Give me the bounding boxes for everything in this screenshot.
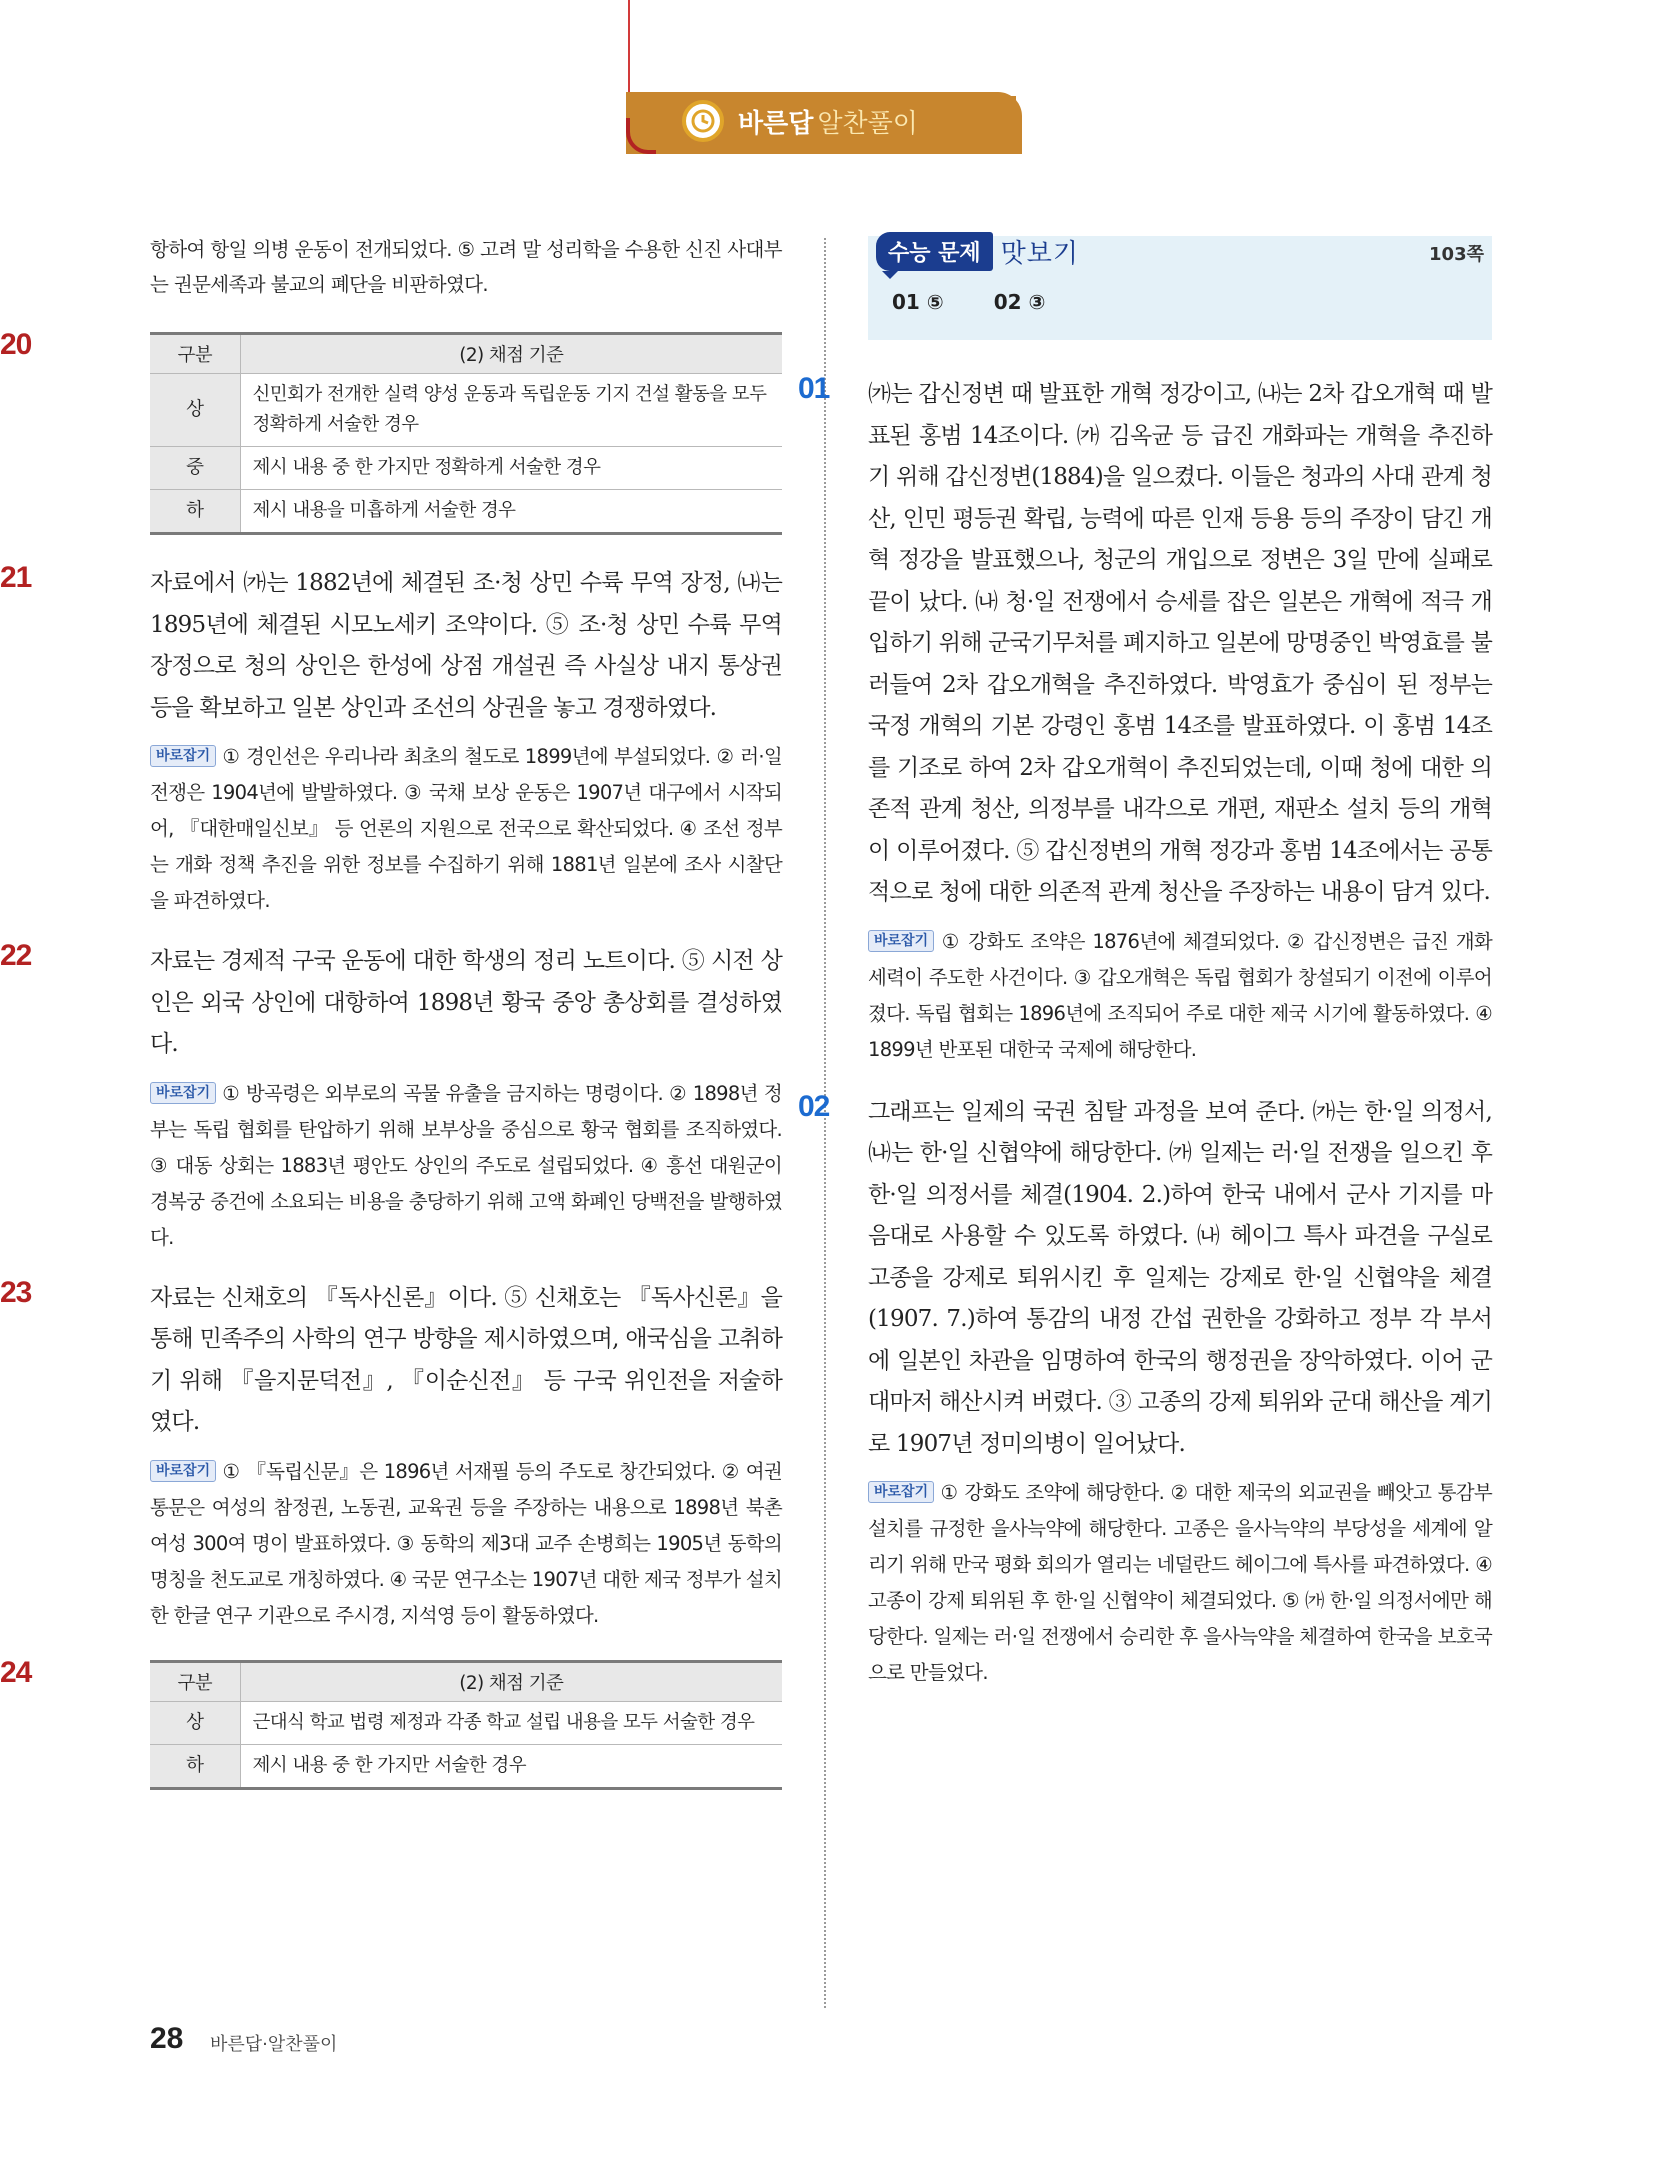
correction-badge: 바로잡기 [868,930,934,952]
correction-note [868,924,1492,1068]
table-header-criteria: (2) 채점 기준 [240,1661,782,1701]
correction-note [150,1076,782,1256]
grade-criteria: 제시 내용 중 한 가지만 서술한 경우 [240,1744,782,1788]
table-row [150,490,782,534]
page-number: 28 [150,2022,184,2055]
question-01 [798,372,1493,1068]
question-number: 20 [0,328,32,361]
header-title-sub: 알찬풀이 [817,108,918,139]
question-23 [0,1275,782,1634]
correction-badge: 바로잡기 [150,745,216,767]
correction-badge: 바로잡기 [150,1082,216,1104]
right-column [798,236,1493,1691]
preview-page-ref: 103쪽 [1429,244,1484,265]
table-header-category: 구분 [150,1661,240,1701]
question-number: 01 [798,372,830,405]
question-number: 22 [0,939,32,972]
answer-explanation: 자료에서 ㈎는 1882년에 체결된 조·청 상민 수륙 무역 장정, ㈏는 1895년에 체결된 시모노세키 조약이다. ⑤ 조·청 상민 수륙 무역 장정으로 청의 상인은 한성에 상점 개설권 즉 사실상 내지 통상권 등을 확보하고 일본 상인과 조선의 상권을 놓고 경쟁하였다. [150,570,782,721]
grade-criteria: 제시 내용 중 한 가지만 정확하게 서술한 경우 [240,447,782,490]
grade-criteria: 제시 내용을 미흡하게 서술한 경우 [240,490,782,534]
question-number: 21 [0,561,32,594]
table-header-criteria: (2) 채점 기준 [240,334,782,374]
preview-answer: 01 ⑤ [892,290,944,314]
preview-subtitle: 맛보기 [1000,239,1080,269]
grade-level: 상 [150,374,240,447]
clock-logo-icon [682,100,724,142]
footer-label: 바른답·알찬풀이 [210,2034,338,2055]
grade-criteria: 근대식 학교 법령 제정과 각종 학교 설립 내용을 모두 서술한 경우 [240,1701,782,1744]
correction-note [150,739,782,919]
question-21 [0,561,782,919]
table-row [150,1701,782,1744]
table-header-category: 구분 [150,334,240,374]
preview-header [876,232,1079,271]
preview-tag: 수능 문제 [876,232,993,271]
grade-criteria: 신민회가 전개한 실력 양성 운동과 독립운동 기지 건설 활동을 모두 정확하게 서술한 경우 [240,374,782,447]
question-number: 23 [0,1275,32,1309]
correction-badge: 바로잡기 [150,1460,216,1482]
question-20 [0,328,782,535]
preview-box [868,236,1492,340]
correction-note [868,1475,1492,1691]
header-tab [626,92,1022,154]
correction-badge: 바로잡기 [868,1481,934,1503]
grade-level: 하 [150,1744,240,1788]
correction-text: ① 강화도 조약에 해당한다. ② 대한 제국의 외교권을 빼앗고 통감부 설치를 규정한 을사늑약에 해당한다. 고종은 을사늑약의 부당성을 세계에 알리기 위해 만국 평화 회의가 열리는 네덜란드 헤이그에 특사를 파견하였다. ④ 고종이 강제 퇴위된 후 한·일 신협약이 체결되었다. ⑤ ㈎ 한·일 의정서에만 해당한다. 일제는 러·일 전쟁에서 승리한 후 을사늑약을 체결하여 한국을 보호국으로 만들었다. [868,1481,1492,1684]
correction-text: ① 『독립신문』은 1896년 서재필 등의 주도로 창간되었다. ② 여권 통문은 여성의 참정권, 노동권, 교육권 등을 주장하는 내용으로 1898년 북촌 여성 300여 명이 발표하였다. ③ 동학의 제3대 교주 손병희는 1905년 동학의 명칭을 천도교로 개칭하였다. ④ 국문 연구소는 1907년 대한 제국 정부가 설치한 한글 연구 기관으로 주시경, 지석영 등이 활동하였다. [150,1459,782,1627]
intro-text: 항하여 항일 의병 운동이 전개되었다. ⑤ 고려 말 성리학을 수용한 신진 사대부는 권문세족과 불교의 폐단을 비판하였다. [150,238,782,296]
top-rule [628,0,630,92]
table-row [150,374,782,447]
table-row [150,447,782,490]
grading-table [150,332,782,535]
grade-level: 상 [150,1701,240,1744]
preview-answers [892,290,1045,314]
header-title-main: 바른답 [738,108,814,139]
answer-explanation: 자료는 경제적 구국 운동에 대한 학생의 정리 노트이다. ⑤ 시전 상인은 외국 상인에 대항하여 1898년 황국 중앙 총상회를 결성하였다. [150,948,782,1057]
answer-explanation: 그래프는 일제의 국권 침탈 과정을 보여 준다. ㈎는 한·일 의정서, ㈏는 한·일 신협약에 해당한다. ㈎ 일제는 러·일 전쟁을 일으킨 후 한·일 의정서를 체결(1904. 2.)하여 한국 내에서 군사 기지를 마음대로 사용할 수 있도록 하였다. ㈏ 헤이그 특사 파견을 구실로 고종을 강제로 퇴위시킨 후 일제는 강제로 한·일 신협약을 체결(1907. 7.)하여 통감의 내정 간섭 권한을 강화하고 정부 각 부서에 일본인 차관을 임명하여 한국의 행정권을 장악하였다. 이어 군대마저 해산시켜 버렸다. ③ 고종의 강제 퇴위와 군대 해산을 계기로 1907년 정미의병이 일어났다. [868,1098,1492,1457]
grading-table [150,1660,782,1790]
correction-text: ① 방곡령은 외부로의 곡물 유출을 금지하는 명령이다. ② 1898년 정부는 독립 협회를 탄압하기 위해 보부상을 중심으로 황국 협회를 조직하였다. ③ 대동 상회는 1883년 평안도 상인의 주도로 설립되었다. ④ 흥선 대원군이 경복궁 중건에 소요되는 비용을 충당하기 위해 고액 화폐인 당백전을 발행하였다. [150,1081,782,1249]
answer-explanation: ㈎는 갑신정변 때 발표한 개혁 정강이고, ㈏는 2차 갑오개혁 때 발표된 홍범 14조이다. ㈎ 김옥균 등 급진 개화파는 개혁을 추진하기 위해 갑신정변(1884)을 일으켰다. 이들은 청과의 사대 관계 청산, 인민 평등권 확립, 능력에 따른 인재 등용 등의 주장이 담긴 개혁 정강을 발표했으나, 청군의 개입으로 정변은 3일 만에 실패로 끝이 났다. ㈏ 청·일 전쟁에서 승세를 잡은 일본은 개혁에 적극 개입하기 위해 군국기무처를 폐지하고 일본에 망명중인 박영효를 불러들여 2차 갑오개혁을 추진하였다. 박영효가 중심이 된 정부는 국정 개혁의 기본 강령인 홍범 14조를 발표하였다. 이 홍범 14조를 기조로 하여 2차 갑오개혁이 추진되었는데, 이때 청에 대한 의존적 관계 청산, 의정부를 내각으로 개편, 재판소 설치 등의 개혁이 이루어졌다. ⑤ 갑신정변의 개혁 정강과 홍범 14조에서는 공통적으로 청에 대한 의존적 관계 청산을 주장하는 내용이 담겨 있다. [868,381,1492,905]
correction-note [150,1454,782,1634]
question-24 [0,1655,782,1790]
correction-text: ① 경인선은 우리나라 최초의 철도로 1899년에 부설되었다. ② 러·일 전쟁은 1904년에 발발하였다. ③ 국채 보상 운동은 1907년 대구에서 시작되어, 『대한매일신보』 등 언론의 지원으로 전국으로 확산되었다. ④ 조선 정부는 개화 정책 추진을 위한 정보를 수집하기 위해 1881년 일본에 조사 시찰단을 파견하였다. [150,745,782,912]
grade-level: 하 [150,490,240,534]
preview-answer: 02 ③ [993,290,1046,314]
table-row [150,1744,782,1788]
correction-text: ① 강화도 조약은 1876년에 체결되었다. ② 갑신정변은 급진 개화 세력이 주도한 사건이다. ③ 갑오개혁은 독립 협회가 창설되기 이전에 이루어졌다. 독립 협회는 1896년에 조직되어 주로 대한 제국 시기에 활동하였다. ④ 1899년 반포된 대한국 국제에 해당한다. [868,929,1493,1061]
question-number: 24 [0,1655,32,1689]
question-22 [0,939,782,1256]
question-number: 02 [798,1089,830,1123]
question-02 [798,1089,1492,1692]
answer-explanation: 자료는 신채호의 『독사신론』이다. ⑤ 신채호는 『독사신론』을 통해 민족주의 사학의 연구 방향을 제시하였으며, 애국심을 고취하기 위해 『을지문덕전』, 『이순신전』 등 구국 위인전을 저술하였다. [150,1284,782,1435]
left-column [0,232,782,1790]
grade-level: 중 [150,447,240,490]
